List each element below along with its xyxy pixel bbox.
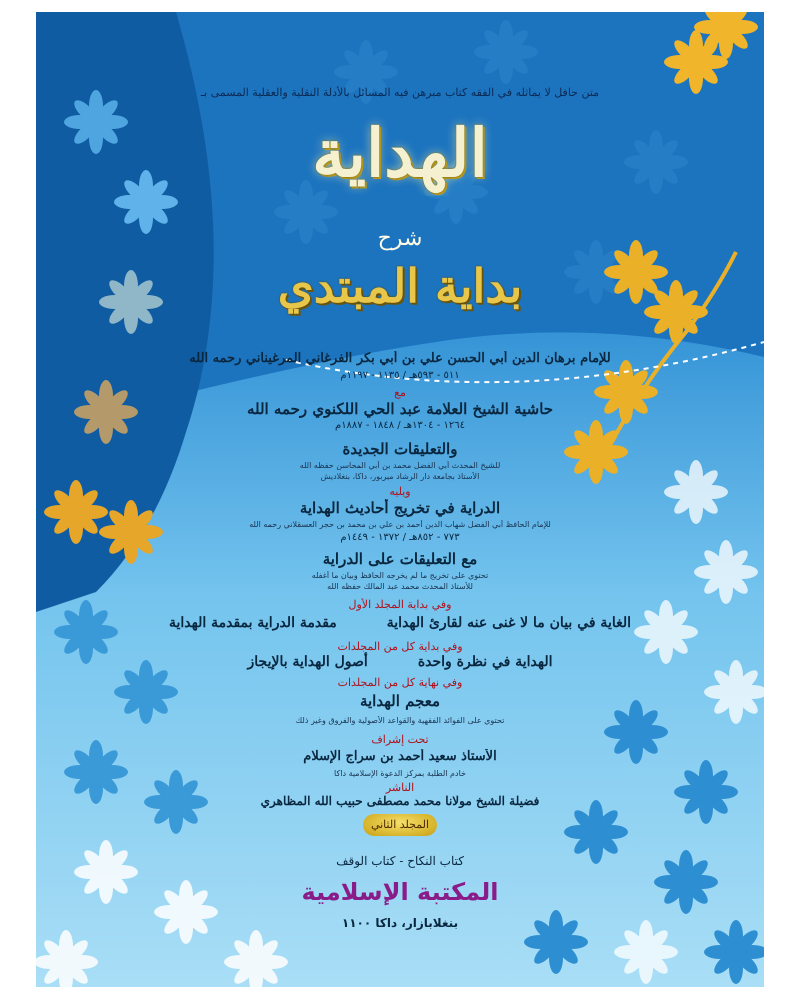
- subtitle-description: متن حافل لا يماثله في الفقه كتاب مبرهن فيه المسائل بالأدلة النقلية والعقلية المسمى بـ: [200, 86, 600, 99]
- index-description: تحتوي على الفوائد الفقهية والقواعد الأصولية والفروق وغير ذلك: [295, 716, 505, 725]
- dirayah-notes-line-2: للأستاذ المحدث محمد عبد المالك حفظه الله: [327, 582, 473, 591]
- index-title: معجم الهداية: [359, 692, 441, 710]
- publisher-house: المكتبة الإسلامية: [301, 878, 499, 906]
- publisher-label: الناشر: [385, 781, 415, 794]
- annotation-title-2: والتعليقات الجديدة: [342, 440, 458, 458]
- first-volume-item: الغاية في بيان ما لا غنى عنه لقارئ الهداية: [386, 615, 632, 631]
- each-volume-start-items: [36, 654, 764, 670]
- first-volume-item: مقدمة الدراية بمقدمة الهداية: [168, 615, 337, 631]
- author-dates: ٥١١ - ٥٩٣هـ / ١١٣٥ - ١١٩٧م: [340, 370, 460, 381]
- appended-label: ويليه: [389, 485, 411, 498]
- author-line: للإمام برهان الدين أبي الحسن علي بن أبي بكر الفرغاني المرغيناني رحمه الله: [189, 351, 611, 366]
- supervisor-role: خادم الطلبة بمركز الدعوة الإسلامية داكا: [334, 769, 466, 778]
- title-connector: شرح: [377, 226, 423, 251]
- volume-books: كتاب النكاح - كتاب الوقف: [336, 854, 464, 868]
- book-cover: [36, 12, 764, 987]
- publisher-person: فضيلة الشيخ مولانا محمد مصطفى حبيب الله المظاهري: [260, 794, 540, 808]
- book-title-secondary: بداية المبتدي: [277, 259, 523, 313]
- annotation-2-line-2: الأستاذ بجامعة دار الرشاد ميربور، داكا، بنغلاديش: [320, 472, 480, 481]
- first-volume-label: وفي بداية المجلد الأول: [348, 598, 452, 611]
- cover-text: [36, 12, 764, 987]
- dirayah-author: للإمام الحافظ أبي الفضل شهاب الدين أحمد بن علي بن محمد بن حجر العسقلاني رحمه الله: [249, 520, 551, 529]
- each-volume-start-label: وفي بداية كل من المجلدات: [337, 640, 463, 653]
- supervision-label: تحت إشراف: [371, 733, 429, 746]
- each-volume-end-label: وفي نهاية كل من المجلدات: [337, 676, 463, 689]
- volume-badge: المجلد الثاني: [363, 814, 437, 836]
- dirayah-notes-line-1: تحتوي على تخريج ما لم يخرجه الحافظ وبيان ما أغفله: [311, 571, 489, 580]
- dirayah-dates: ٧٧٣ - ٨٥٢هـ / ١٣٧٢ - ١٤٤٩م: [340, 532, 460, 543]
- first-volume-items: [36, 615, 764, 631]
- annotation-dates-1: ١٢٦٤ - ١٣٠٤هـ / ١٨٤٨ - ١٨٨٧م: [334, 420, 465, 431]
- each-volume-start-item: أصول الهداية بالإيجاز: [247, 654, 368, 670]
- annotation-2-line-1: للشيخ المحدث أبي الفضل محمد بن أبي المحاسن حفظه الله: [299, 461, 501, 470]
- dirayah-title: الدراية في تخريج أحاديث الهداية: [299, 499, 501, 517]
- each-volume-start-item: الهداية في نظرة واحدة: [417, 654, 553, 670]
- supervisor-name: الأستاذ سعيد أحمد بن سراج الإسلام: [303, 749, 497, 764]
- with-label: مع: [394, 386, 406, 399]
- dirayah-notes-title: مع التعليقات على الدراية: [322, 550, 478, 568]
- publisher-address: بنغلابازار، داكا ١١٠٠: [341, 916, 459, 930]
- annotation-title-1: حاشية الشيخ العلامة عبد الحي اللكنوي رحمه الله: [246, 400, 554, 418]
- book-title: الهداية: [312, 114, 488, 192]
